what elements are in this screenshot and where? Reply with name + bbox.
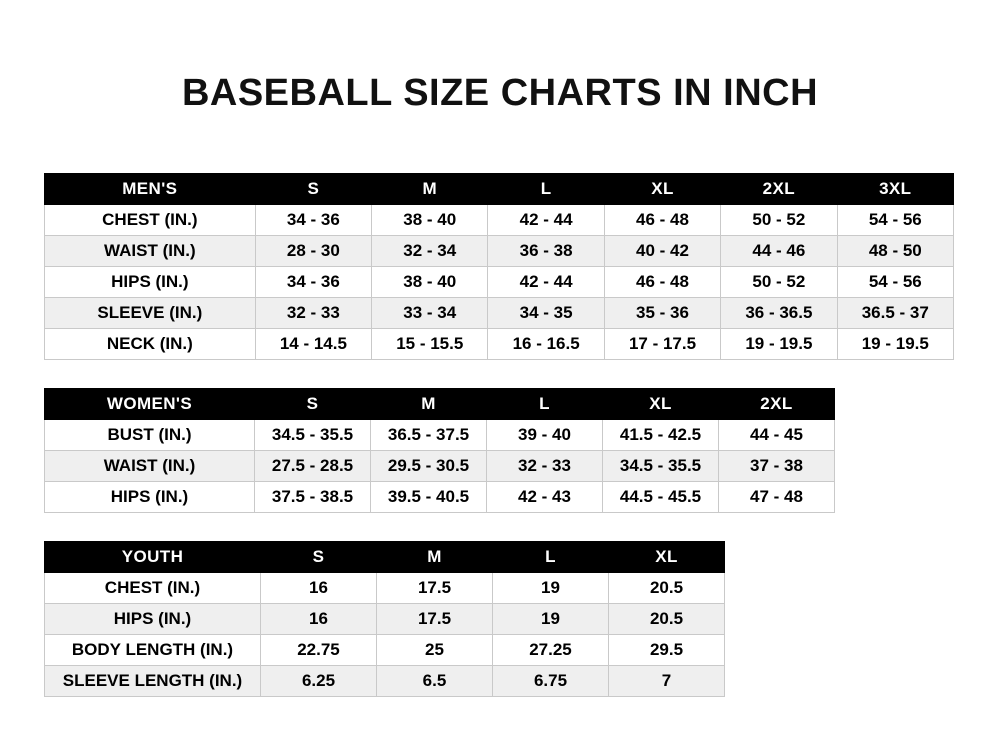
cell: 36 - 38: [488, 236, 604, 267]
table-row: [45, 573, 725, 604]
mens-size-table: [44, 173, 954, 360]
column-header: S: [255, 174, 371, 205]
cell: 7: [609, 666, 725, 697]
row-label: SLEEVE LENGTH (IN.): [45, 666, 261, 697]
cell: 22.75: [261, 635, 377, 666]
cell: 48 - 50: [837, 236, 953, 267]
cell: 32 - 34: [372, 236, 488, 267]
table-row: [45, 451, 835, 482]
cell: 25: [377, 635, 493, 666]
cell: 19: [493, 604, 609, 635]
column-header: 2XL: [719, 389, 835, 420]
row-label: WAIST (IN.): [45, 451, 255, 482]
table-row: [45, 205, 954, 236]
table-row: [45, 666, 725, 697]
column-header: XL: [609, 542, 725, 573]
table-row: [45, 267, 954, 298]
page-title: BASEBALL SIZE CHARTS IN INCH: [181, 72, 819, 114]
column-header: M: [371, 389, 487, 420]
cell: 34 - 35: [488, 298, 604, 329]
womens-size-table: [44, 388, 835, 513]
cell: 36 - 36.5: [721, 298, 837, 329]
cell: 33 - 34: [372, 298, 488, 329]
column-header: WOMEN'S: [45, 389, 255, 420]
cell: 34.5 - 35.5: [603, 451, 719, 482]
table-header-row: [45, 174, 954, 205]
cell: 29.5 - 30.5: [371, 451, 487, 482]
row-label: BODY LENGTH (IN.): [45, 635, 261, 666]
column-header: M: [377, 542, 493, 573]
column-header: S: [261, 542, 377, 573]
cell: 40 - 42: [604, 236, 720, 267]
cell: 36.5 - 37.5: [371, 420, 487, 451]
column-header: YOUTH: [45, 542, 261, 573]
cell: 34 - 36: [255, 267, 371, 298]
cell: 27.25: [493, 635, 609, 666]
row-label: WAIST (IN.): [45, 236, 256, 267]
cell: 28 - 30: [255, 236, 371, 267]
cell: 6.5: [377, 666, 493, 697]
row-label: HIPS (IN.): [45, 482, 255, 513]
table-row: [45, 604, 725, 635]
cell: 32 - 33: [255, 298, 371, 329]
cell: 27.5 - 28.5: [255, 451, 371, 482]
table-row: [45, 635, 725, 666]
cell: 35 - 36: [604, 298, 720, 329]
row-label: HIPS (IN.): [45, 267, 256, 298]
cell: 17.5: [377, 573, 493, 604]
cell: 17 - 17.5: [604, 329, 720, 360]
cell: 39 - 40: [487, 420, 603, 451]
table-row: [45, 298, 954, 329]
cell: 37 - 38: [719, 451, 835, 482]
row-label: BUST (IN.): [45, 420, 255, 451]
table-header-row: [45, 389, 835, 420]
table-row: [45, 236, 954, 267]
cell: 50 - 52: [721, 205, 837, 236]
cell: 20.5: [609, 604, 725, 635]
cell: 16: [261, 604, 377, 635]
cell: 16 - 16.5: [488, 329, 604, 360]
cell: 39.5 - 40.5: [371, 482, 487, 513]
cell: 6.75: [493, 666, 609, 697]
table-row: [45, 420, 835, 451]
cell: 44.5 - 45.5: [603, 482, 719, 513]
cell: 6.25: [261, 666, 377, 697]
row-label: SLEEVE (IN.): [45, 298, 256, 329]
row-label: HIPS (IN.): [45, 604, 261, 635]
cell: 32 - 33: [487, 451, 603, 482]
cell: 19 - 19.5: [837, 329, 953, 360]
column-header: L: [488, 174, 604, 205]
column-header: L: [487, 389, 603, 420]
column-header: S: [255, 389, 371, 420]
cell: 46 - 48: [604, 205, 720, 236]
column-header: 3XL: [837, 174, 953, 205]
cell: 42 - 44: [488, 267, 604, 298]
row-label: NECK (IN.): [45, 329, 256, 360]
table-row: [45, 482, 835, 513]
row-label: CHEST (IN.): [45, 205, 256, 236]
cell: 34.5 - 35.5: [255, 420, 371, 451]
cell: 44 - 46: [721, 236, 837, 267]
cell: 54 - 56: [837, 267, 953, 298]
cell: 38 - 40: [372, 205, 488, 236]
cell: 42 - 43: [487, 482, 603, 513]
cell: 34 - 36: [255, 205, 371, 236]
table-header-row: [45, 542, 725, 573]
column-header: L: [493, 542, 609, 573]
cell: 47 - 48: [719, 482, 835, 513]
size-chart-tables: [0, 173, 1000, 697]
cell: 50 - 52: [721, 267, 837, 298]
cell: 54 - 56: [837, 205, 953, 236]
cell: 42 - 44: [488, 205, 604, 236]
table-row: [45, 329, 954, 360]
cell: 41.5 - 42.5: [603, 420, 719, 451]
cell: 29.5: [609, 635, 725, 666]
column-header: 2XL: [721, 174, 837, 205]
cell: 37.5 - 38.5: [255, 482, 371, 513]
cell: 17.5: [377, 604, 493, 635]
column-header: MEN'S: [45, 174, 256, 205]
column-header: XL: [603, 389, 719, 420]
cell: 20.5: [609, 573, 725, 604]
cell: 38 - 40: [372, 267, 488, 298]
cell: 16: [261, 573, 377, 604]
cell: 36.5 - 37: [837, 298, 953, 329]
column-header: XL: [604, 174, 720, 205]
cell: 19: [493, 573, 609, 604]
cell: 44 - 45: [719, 420, 835, 451]
row-label: CHEST (IN.): [45, 573, 261, 604]
cell: 19 - 19.5: [721, 329, 837, 360]
cell: 46 - 48: [604, 267, 720, 298]
column-header: M: [372, 174, 488, 205]
youth-size-table: [44, 541, 725, 697]
cell: 14 - 14.5: [255, 329, 371, 360]
cell: 15 - 15.5: [372, 329, 488, 360]
